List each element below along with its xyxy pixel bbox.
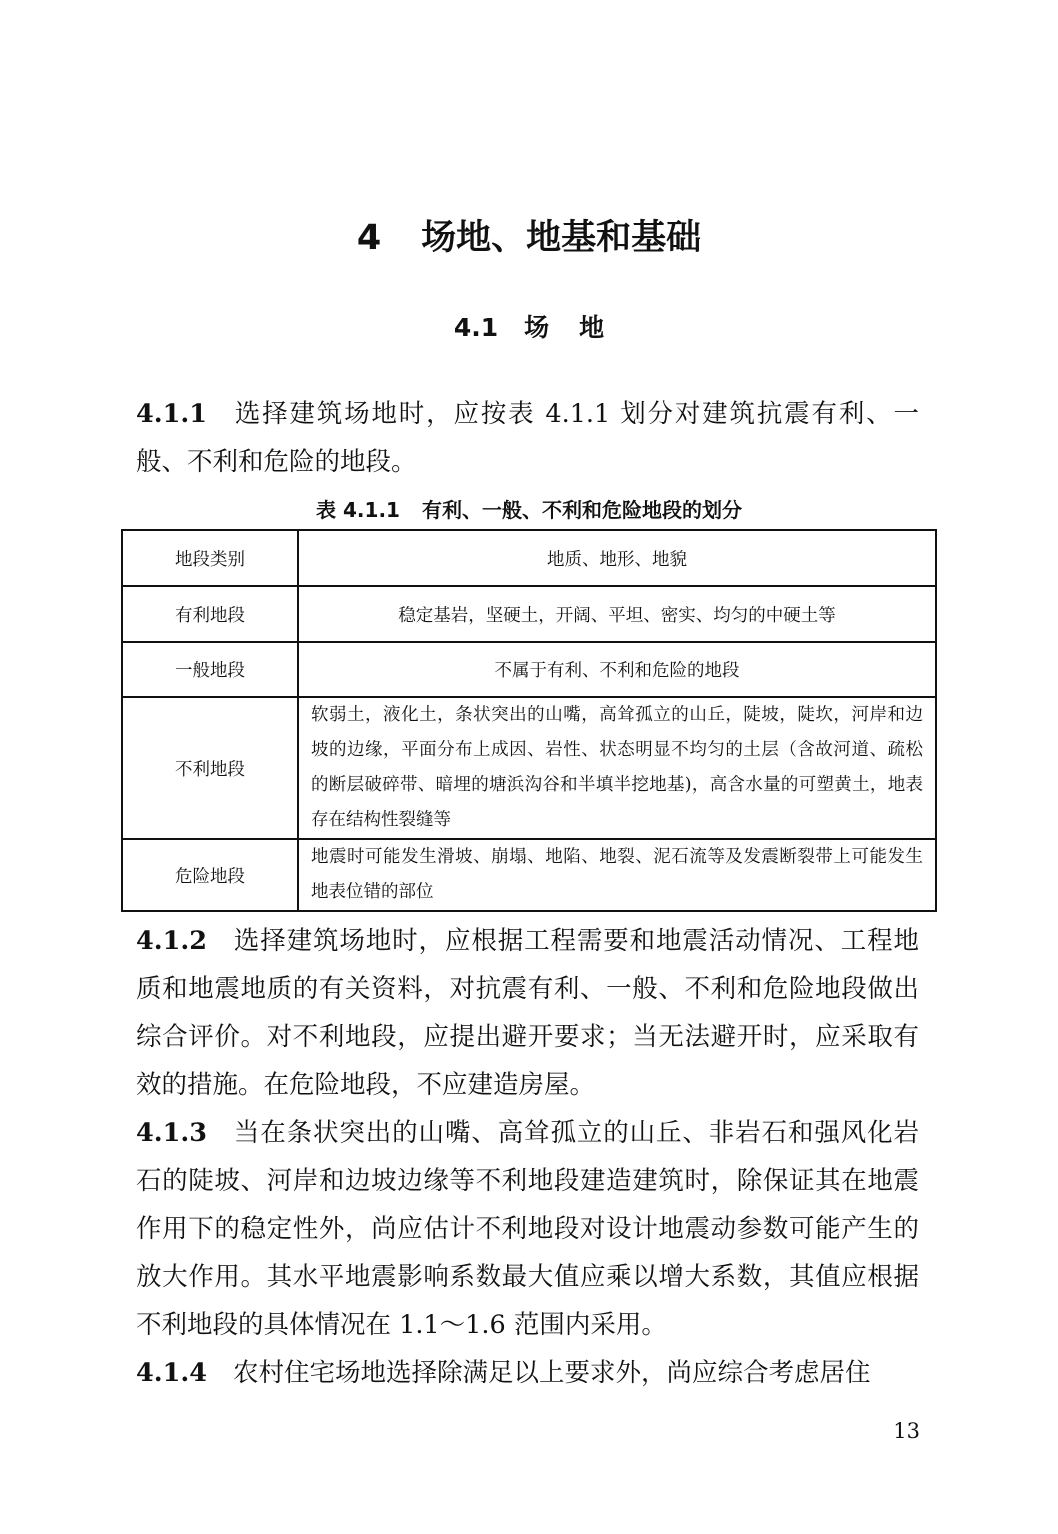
table-row [122,839,936,911]
table-caption-number: 表 4.1.1 [316,498,400,522]
clause-text: 当在条状突出的山嘴、高耸孤立的山丘、非岩石和强风化岩石的陡坡、河岸和边坡边缘等不利地段建造建筑时，除保证其在地震作用下的稳定性外，尚应估计不利地段对设计地震动参数可能产生的放大作用。其水平地震影响系数最大值应乘以增大系数，其值应根据不利地段的具体情况在 1.1～1.6 范围内采用。 [136,1118,919,1340]
clause-number: 4.1.4 [136,1358,207,1388]
table-header-category: 地段类别 [122,530,298,586]
table-cell-description: 软弱土，液化土，条状突出的山嘴，高耸孤立的山丘，陡坡，陡坎，河岸和边坡的边缘，平面分布上成因、岩性、状态明显不均匀的土层（含故河道、疏松的断层破碎带、暗埋的塘浜沟谷和半填半挖地基)，高含水量的可塑黄土，地表存在结构性裂缝等 [298,697,936,839]
table-cell-category: 不利地段 [122,697,298,839]
clause-4-1-1 [136,390,919,486]
clause-text: 农村住宅场地选择除满足以上要求外，尚应综合考虑居住 [232,1358,871,1388]
section-title [0,308,1058,348]
clause-4-1-3 [136,1109,919,1349]
site-zone-table [121,529,937,912]
table-cell-description: 地震时可能发生滑坡、崩塌、地陷、地裂、泥石流等及发震断裂带上可能发生地表位错的部位 [298,839,936,911]
table-cell-description: 不属于有利、不利和危险的地段 [298,642,936,697]
table-caption-title: 有利、一般、不利和危险地段的划分 [421,498,742,522]
table-cell-description: 稳定基岩，坚硬土，开阔、平坦、密实、均匀的中硬土等 [298,586,936,642]
chapter-title-text: 场地、地基和基础 [421,218,702,258]
table-row [122,642,936,697]
page-number: 13 [893,1419,920,1443]
clause-number: 4.1.1 [136,399,207,429]
table-cell-category: 危险地段 [122,839,298,911]
chapter-title [0,212,1058,264]
clause-text: 选择建筑场地时，应根据工程需要和地震活动情况、工程地质和地震地质的有关资料，对抗震有利、一般、不利和危险地段做出综合评价。对不利地段，应提出避开要求；当无法避开时，应采取有效的措施。在危险地段，不应建造房屋。 [136,926,919,1100]
table-row [122,697,936,839]
chapter-number: 4 [356,218,382,258]
table-caption [0,494,1058,526]
clause-number: 4.1.2 [136,926,207,956]
clause-4-1-2 [136,917,919,1109]
table-header-description: 地质、地形、地貌 [298,530,936,586]
section-number: 4.1 [453,313,499,342]
table-row [122,586,936,642]
clause-4-1-4 [136,1349,919,1397]
table-cell-category: 有利地段 [122,586,298,642]
table-cell-category: 一般地段 [122,642,298,697]
clause-text: 选择建筑场地时，应按表 4.1.1 划分对建筑抗震有利、一般、不利和危险的地段。 [136,399,919,477]
table-header-row [122,530,936,586]
section-title-text: 场地 [524,313,635,342]
clause-number: 4.1.3 [136,1118,207,1148]
